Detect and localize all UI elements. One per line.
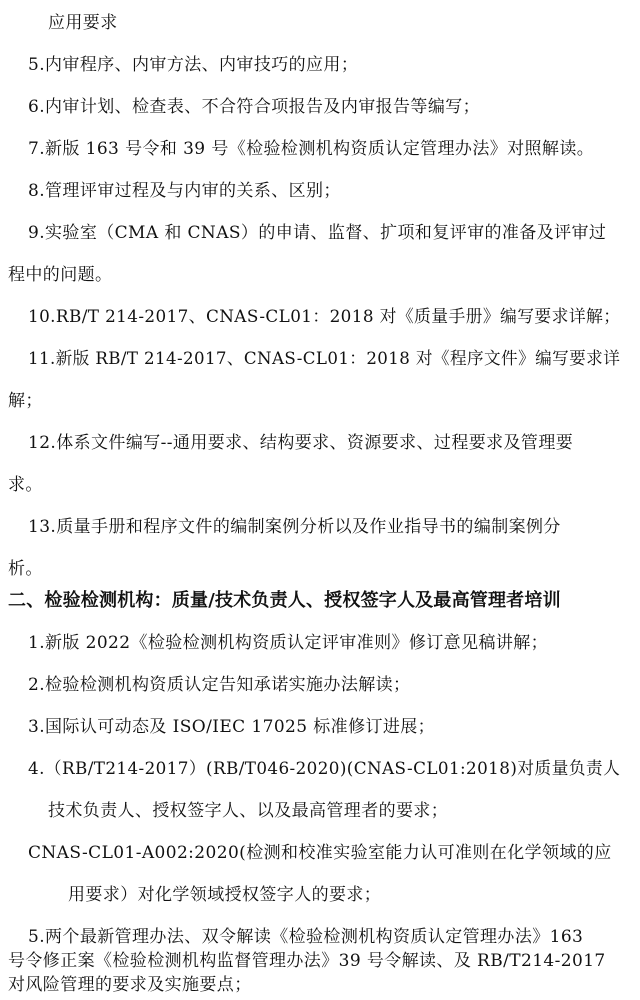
list-item-11-continued: 解；	[8, 391, 43, 411]
section-item-2: 2.检验检测机构资质认定告知承诺实施办法解读；	[28, 675, 411, 695]
list-item-12: 12.体系文件编写--通用要求、结构要求、资源要求、过程要求及管理要	[28, 433, 574, 453]
section-item-4-standard: CNAS-CL01-A002:2020(检测和校准实验室能力认可准则在化学领域的应	[28, 843, 612, 863]
list-item-9: 9.实验室（CMA 和 CNAS）的申请、监督、扩项和复评审的准备及评审过	[28, 223, 607, 243]
list-item-9-continued: 程中的问题。	[8, 265, 113, 285]
section-item-5-continued: 号令修正案《检验检测机构监督管理办法》39 号令解读、及 RB/T214-2017	[8, 951, 606, 971]
section-item-1: 1.新版 2022《检验检测机构资质认定评审准则》修订意见稿讲解；	[28, 633, 549, 653]
section-item-4-continued: 技术负责人、授权签字人、以及最高管理者的要求；	[48, 801, 449, 821]
section-item-5-continued-2: 对风险管理的要求及实施要点；	[8, 975, 252, 995]
list-item-7: 7.新版 163 号令和 39 号《检验检测机构资质认定管理办法》对照解读。	[28, 139, 595, 159]
list-item-13-continued: 析。	[8, 559, 43, 579]
list-item-8: 8.管理评审过程及与内审的关系、区别；	[28, 181, 341, 201]
list-item-11: 11.新版 RB/T 214-2017、CNAS-CL01：2018 对《程序文件》编写要求详	[28, 349, 621, 369]
section-item-3: 3.国际认可动态及 ISO/IEC 17025 标准修订进展；	[28, 717, 436, 737]
section-heading: 二、检验检测机构：质量/技术负责人、授权签字人及最高管理者培训	[8, 590, 561, 611]
list-item-6: 6.内审计划、检查表、不合符合项报告及内审报告等编写；	[28, 97, 481, 117]
text-line-continuation: 应用要求	[48, 13, 118, 33]
section-item-5: 5.两个最新管理办法、双令解读《检验检测机构资质认定管理办法》163	[28, 927, 584, 947]
section-item-4-standard-continued: 用要求）对化学领域授权签字人的要求；	[68, 885, 382, 905]
list-item-10: 10.RB/T 214-2017、CNAS-CL01：2018 对《质量手册》编写要求详解；	[28, 307, 621, 327]
list-item-13: 13.质量手册和程序文件的编制案例分析以及作业指导书的编制案例分	[28, 517, 561, 537]
section-item-4: 4.（RB/T214-2017）(RB/T046-2020)(CNAS-CL01:2018)对质量负责人	[28, 759, 621, 779]
list-item-12-continued: 求。	[8, 475, 43, 495]
list-item-5: 5.内审程序、内审方法、内审技巧的应用；	[28, 55, 359, 75]
